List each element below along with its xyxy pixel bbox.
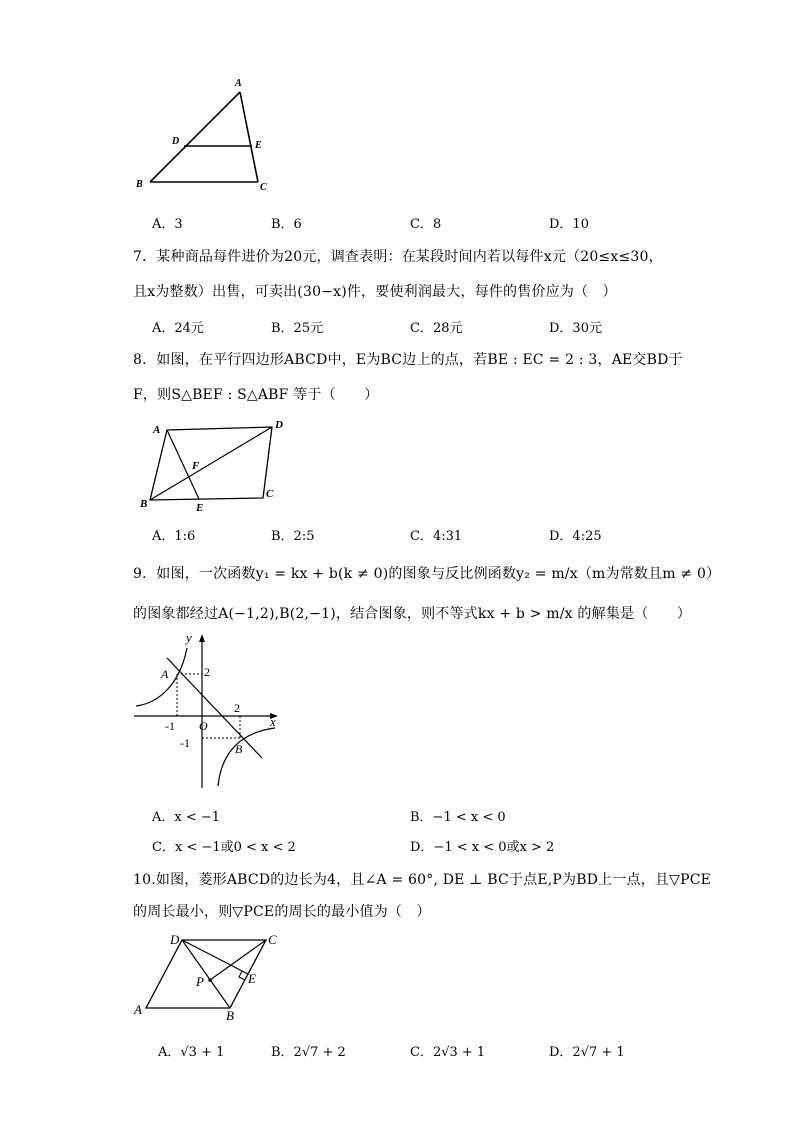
q10-stem-line1: 10.如图，菱形ABCD的边长为4，且∠A = 60°, DE ⊥ BC于点E,P为BD上一点，且▽PCE: [133, 872, 712, 888]
tick-x-2: 2: [234, 701, 240, 715]
q7-option-a[interactable]: A．24元: [152, 321, 204, 336]
label-a: A: [134, 1002, 142, 1017]
q9-option-b[interactable]: B．−1 < x < 0: [410, 810, 506, 825]
triangle-figure: [130, 72, 280, 197]
label-c: C: [268, 932, 277, 947]
q9-stem-line2: 的图象都经过A(−1,2),B(2,−1)，结合图象，则不等式kx + b > m/x 的解集是（ ）: [133, 606, 692, 622]
segment-pc: [210, 940, 266, 980]
q6-option-d[interactable]: D．10: [549, 217, 589, 232]
q10-option-d[interactable]: D．2√7 + 1: [549, 1045, 625, 1060]
segment-db: [182, 940, 230, 1008]
rhombus-figure: [128, 928, 298, 1023]
tick-y-2: 2: [204, 665, 210, 679]
q8-stem-line1: 8．如图，在平行四边形ABCD中，E为BC边上的点，若BE : EC = 2 : 3，AE交BD于: [133, 352, 683, 368]
label-y-axis: y: [186, 630, 192, 645]
label-origin: O: [199, 719, 208, 733]
label-e: E: [255, 140, 262, 151]
label-a: A: [153, 424, 161, 436]
q8-option-b[interactable]: B．2:5: [271, 529, 315, 544]
q7-stem-line1: 7．某种商品每件进价为20元，调查表明：在某段时间内若以每件x元（20≤x≤30，: [133, 249, 663, 265]
label-c: C: [266, 488, 274, 500]
point-p: [208, 978, 212, 982]
q10-stem-line2: 的周长最小，则▽PCE的周长的最小值为（ ）: [133, 904, 431, 920]
label-e: E: [248, 971, 256, 986]
label-p: P: [196, 974, 204, 989]
q6-option-c[interactable]: C．8: [410, 217, 442, 232]
segment-de: [182, 940, 248, 974]
q7-option-d[interactable]: D．30元: [549, 321, 602, 336]
label-b: B: [136, 179, 143, 190]
q10-option-b[interactable]: B．2√7 + 2: [271, 1045, 346, 1060]
q6-option-a[interactable]: A．3: [152, 217, 183, 232]
label-d: D: [172, 136, 180, 147]
tick-y-neg1: -1: [180, 736, 190, 750]
q8-option-d[interactable]: D．4:25: [549, 529, 602, 544]
q6-option-b[interactable]: B．6: [271, 217, 302, 232]
label-x-axis: x: [270, 714, 276, 729]
q7-option-c[interactable]: C．28元: [410, 321, 463, 336]
y-axis-arrow: [199, 634, 205, 642]
label-e: E: [196, 502, 204, 514]
label-point-b: B: [235, 742, 243, 756]
label-b: B: [226, 1008, 234, 1023]
label-a: A: [235, 78, 242, 89]
label-d: D: [275, 419, 283, 431]
q9-stem-line1: 9．如图，一次函数y₁ = kx + b(k ≠ 0)的图象与反比例函数y₂ = m/x（m为常数且m ≠ 0）: [133, 566, 721, 582]
function-graph-figure: [130, 628, 290, 793]
q8-stem-line2: F，则S△BEF : S△ABF 等于（ ）: [133, 387, 379, 403]
q10-option-a[interactable]: A．√3 + 1: [158, 1045, 225, 1060]
label-d: D: [170, 932, 180, 947]
label-c: C: [260, 182, 267, 193]
segment-ac: [240, 92, 258, 182]
segment-bd: [150, 427, 272, 500]
q8-option-a[interactable]: A．1:6: [152, 529, 196, 544]
q9-option-a[interactable]: A．x < −1: [152, 810, 221, 825]
q9-option-c[interactable]: C．x < −1或0 < x < 2: [152, 840, 296, 855]
q7-option-b[interactable]: B．25元: [271, 321, 324, 336]
label-b: B: [140, 498, 148, 510]
q8-option-c[interactable]: C．4:31: [410, 529, 463, 544]
q10-option-c[interactable]: C．2√3 + 1: [410, 1045, 486, 1060]
parallelogram-figure: [135, 415, 295, 515]
label-f: F: [192, 460, 200, 472]
hyperbola-branch-right: [218, 728, 275, 786]
q7-stem-line2: 且x为整数）出售，可卖出(30−x)件，要使利润最大，每件的售价应为（ ）: [133, 284, 617, 300]
q9-option-d[interactable]: D．−1 < x < 0或x > 2: [410, 840, 555, 855]
label-point-a: A: [161, 667, 169, 681]
segment-ab: [150, 92, 240, 182]
tick-x-neg1: -1: [165, 719, 175, 733]
